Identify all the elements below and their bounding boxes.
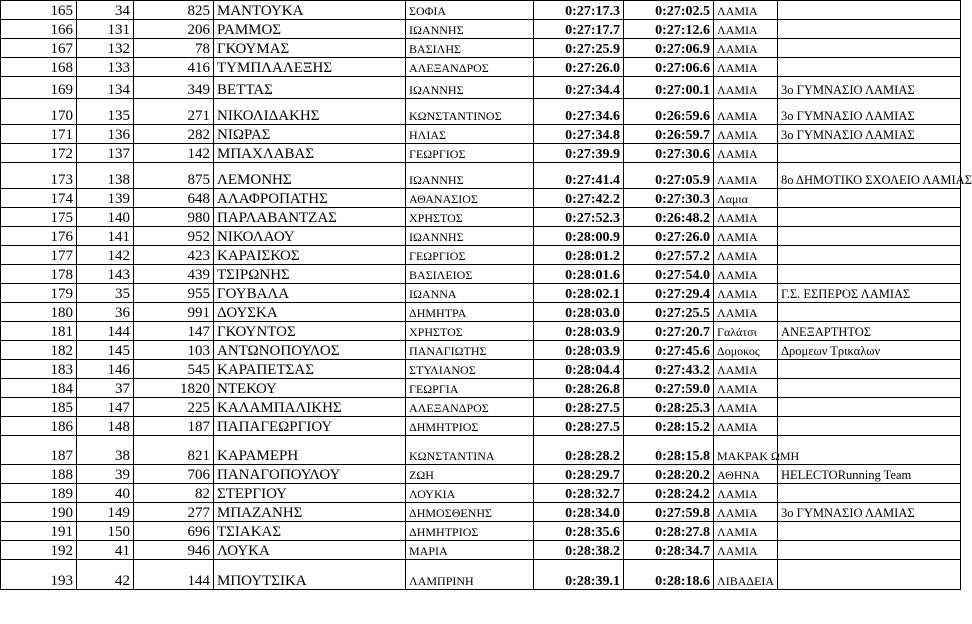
town-cell: ΛΑΜΙΑ xyxy=(714,144,778,163)
town-cell: ΛΑΜΙΑ xyxy=(714,163,778,189)
bib-number-cell: 648 xyxy=(134,189,214,208)
table-row xyxy=(1,265,961,284)
position-cell: 179 xyxy=(1,284,77,303)
table-row xyxy=(1,322,961,341)
surname-cell: ΝΙΩΡΑΣ xyxy=(214,125,406,144)
net-time-cell: 0:27:43.2 xyxy=(624,360,714,379)
gun-time-cell: 0:28:03.9 xyxy=(534,322,624,341)
gun-time-cell: 0:28:26.8 xyxy=(534,379,624,398)
surname-cell: ΡΑΜΜΟΣ xyxy=(214,20,406,39)
category-position-cell: 35 xyxy=(77,284,134,303)
first-name-cell: ΒΑΣΙΛΕΙΟΣ xyxy=(406,265,534,284)
position-cell: 191 xyxy=(1,522,77,541)
town-cell: ΛΑΜΙΑ xyxy=(714,379,778,398)
table-row xyxy=(1,398,961,417)
category-position-cell: 148 xyxy=(77,417,134,436)
club-cell xyxy=(778,436,961,465)
club-cell: HELECTORunning Team xyxy=(778,465,961,484)
bib-number-cell: 271 xyxy=(134,99,214,125)
table-row xyxy=(1,284,961,303)
table-row xyxy=(1,125,961,144)
town-cell: ΛΑΜΙΑ xyxy=(714,20,778,39)
town-cell: Γαλάτσι xyxy=(714,322,778,341)
club-cell: 3ο ΓΥΜΝΑΣΙΟ ΛΑΜΙΑΣ xyxy=(778,77,961,99)
net-time-cell: 0:27:29.4 xyxy=(624,284,714,303)
surname-cell: ΜΠΑΧΛΑΒΑΣ xyxy=(214,144,406,163)
club-cell xyxy=(778,541,961,560)
surname-cell: ΑΝΤΩΝΟΠΟΥΛΟΣ xyxy=(214,341,406,360)
surname-cell: ΓΚΟΥΝΤΟΣ xyxy=(214,322,406,341)
category-position-cell: 143 xyxy=(77,265,134,284)
gun-time-cell: 0:28:00.9 xyxy=(534,227,624,246)
category-position-cell: 145 xyxy=(77,341,134,360)
first-name-cell: ΓΕΩΡΓΙΟΣ xyxy=(406,144,534,163)
position-cell: 171 xyxy=(1,125,77,144)
surname-cell: ΚΑΛΑΜΠΑΛΙΚΗΣ xyxy=(214,398,406,417)
table-row xyxy=(1,465,961,484)
position-cell: 177 xyxy=(1,246,77,265)
surname-cell: ΝΙΚΟΛΑΟΥ xyxy=(214,227,406,246)
bib-number-cell: 821 xyxy=(134,436,214,465)
category-position-cell: 137 xyxy=(77,144,134,163)
table-row xyxy=(1,144,961,163)
gun-time-cell: 0:28:39.1 xyxy=(534,560,624,590)
table-row xyxy=(1,541,961,560)
first-name-cell: ΑΘΑΝΑΣΙΟΣ xyxy=(406,189,534,208)
club-cell xyxy=(778,360,961,379)
net-time-cell: 0:28:25.3 xyxy=(624,398,714,417)
table-row xyxy=(1,99,961,125)
net-time-cell: 0:27:59.8 xyxy=(624,503,714,522)
category-position-cell: 147 xyxy=(77,398,134,417)
table-row xyxy=(1,503,961,522)
net-time-cell: 0:27:25.5 xyxy=(624,303,714,322)
first-name-cell: ΙΩΑΝΝΗΣ xyxy=(406,77,534,99)
position-cell: 190 xyxy=(1,503,77,522)
club-cell xyxy=(778,398,961,417)
surname-cell: ΚΑΡΑΠΕΤΣΑΣ xyxy=(214,360,406,379)
position-cell: 178 xyxy=(1,265,77,284)
first-name-cell: ΣΟΦΙΑ xyxy=(406,1,534,20)
surname-cell: ΤΥΜΠΛΑΛΕΞΗΣ xyxy=(214,58,406,77)
category-position-cell: 136 xyxy=(77,125,134,144)
gun-time-cell: 0:27:39.9 xyxy=(534,144,624,163)
category-position-cell: 37 xyxy=(77,379,134,398)
first-name-cell: ΧΡΗΣΤΟΣ xyxy=(406,322,534,341)
position-cell: 168 xyxy=(1,58,77,77)
table-row xyxy=(1,417,961,436)
net-time-cell: 0:27:06.9 xyxy=(624,39,714,58)
category-position-cell: 40 xyxy=(77,484,134,503)
surname-cell: ΑΛΑΦΡΟΠΑΤΗΣ xyxy=(214,189,406,208)
first-name-cell: ΛΑΜΠΡΙΝΗ xyxy=(406,560,534,590)
bib-number-cell: 78 xyxy=(134,39,214,58)
first-name-cell: ΔΗΜΟΣΘΕΝΗΣ xyxy=(406,503,534,522)
club-cell xyxy=(778,208,961,227)
club-cell xyxy=(778,484,961,503)
position-cell: 182 xyxy=(1,341,77,360)
net-time-cell: 0:27:02.5 xyxy=(624,1,714,20)
table-row xyxy=(1,246,961,265)
town-cell: ΛΑΜΙΑ xyxy=(714,522,778,541)
town-cell: ΛΑΜΙΑ xyxy=(714,77,778,99)
club-cell xyxy=(778,265,961,284)
bib-number-cell: 349 xyxy=(134,77,214,99)
bib-number-cell: 282 xyxy=(134,125,214,144)
surname-cell: ΓΟΥΒΑΛΑ xyxy=(214,284,406,303)
club-cell xyxy=(778,1,961,20)
gun-time-cell: 0:28:03.9 xyxy=(534,341,624,360)
net-time-cell: 0:28:27.8 xyxy=(624,522,714,541)
first-name-cell: ΠΑΝΑΓΙΩΤΗΣ xyxy=(406,341,534,360)
table-row xyxy=(1,189,961,208)
category-position-cell: 142 xyxy=(77,246,134,265)
town-cell: ΛΑΜΙΑ xyxy=(714,58,778,77)
position-cell: 165 xyxy=(1,1,77,20)
surname-cell: ΤΣΙΑΚΑΣ xyxy=(214,522,406,541)
net-time-cell: 0:27:59.0 xyxy=(624,379,714,398)
category-position-cell: 144 xyxy=(77,322,134,341)
first-name-cell: ΓΕΩΡΓΙΑ xyxy=(406,379,534,398)
bib-number-cell: 416 xyxy=(134,58,214,77)
position-cell: 169 xyxy=(1,77,77,99)
surname-cell: ΣΤΕΡΓΙΟΥ xyxy=(214,484,406,503)
club-cell: Γ.Σ. ΕΣΠΕΡΟΣ ΛΑΜΙΑΣ xyxy=(778,284,961,303)
town-cell: ΛΑΜΙΑ xyxy=(714,99,778,125)
net-time-cell: 0:28:15.8 xyxy=(624,436,714,465)
first-name-cell: ΧΡΗΣΤΟΣ xyxy=(406,208,534,227)
bib-number-cell: 187 xyxy=(134,417,214,436)
category-position-cell: 138 xyxy=(77,163,134,189)
club-cell: 8ο ΔΗΜΟΤΙΚΟ ΣΧΟΛΕΙΟ ΛΑΜΙΑΣ xyxy=(778,163,961,189)
gun-time-cell: 0:27:17.3 xyxy=(534,1,624,20)
gun-time-cell: 0:28:28.2 xyxy=(534,436,624,465)
table-row xyxy=(1,303,961,322)
club-cell xyxy=(778,227,961,246)
town-cell: Δομοκος xyxy=(714,341,778,360)
gun-time-cell: 0:28:29.7 xyxy=(534,465,624,484)
net-time-cell: 0:28:34.7 xyxy=(624,541,714,560)
town-cell: ΛΙΒΑΔΕΙΑ xyxy=(714,560,778,590)
surname-cell: ΝΤΕΚΟΥ xyxy=(214,379,406,398)
gun-time-cell: 0:28:27.5 xyxy=(534,417,624,436)
surname-cell: ΜΠΟΥΤΣΙΚΑ xyxy=(214,560,406,590)
net-time-cell: 0:26:59.6 xyxy=(624,99,714,125)
surname-cell: ΚΑΡΑΜΕΡΗ xyxy=(214,436,406,465)
bib-number-cell: 82 xyxy=(134,484,214,503)
club-cell: ΑΝΕΞΑΡΤΗΤΟΣ xyxy=(778,322,961,341)
bib-number-cell: 991 xyxy=(134,303,214,322)
town-cell: ΛΑΜΙΑ xyxy=(714,246,778,265)
net-time-cell: 0:27:12.6 xyxy=(624,20,714,39)
club-cell: 3ο ΓΥΜΝΑΣΙΟ ΛΑΜΙΑΣ xyxy=(778,503,961,522)
club-cell xyxy=(778,58,961,77)
town-cell: ΛΑΜΙΑ xyxy=(714,541,778,560)
surname-cell: ΜΑΝΤΟΥΚΑ xyxy=(214,1,406,20)
net-time-cell: 0:28:20.2 xyxy=(624,465,714,484)
first-name-cell: ΜΑΡΙΑ xyxy=(406,541,534,560)
table-row xyxy=(1,360,961,379)
position-cell: 167 xyxy=(1,39,77,58)
bib-number-cell: 439 xyxy=(134,265,214,284)
town-cell: ΛΑΜΙΑ xyxy=(714,417,778,436)
position-cell: 175 xyxy=(1,208,77,227)
position-cell: 187 xyxy=(1,436,77,465)
surname-cell: ΓΚΟΥΜΑΣ xyxy=(214,39,406,58)
bib-number-cell: 225 xyxy=(134,398,214,417)
first-name-cell: ΚΩΝΣΤΑΝΤΙΝΑ xyxy=(406,436,534,465)
bib-number-cell: 142 xyxy=(134,144,214,163)
bib-number-cell: 206 xyxy=(134,20,214,39)
bib-number-cell: 1820 xyxy=(134,379,214,398)
town-cell: ΛΑΜΙΑ xyxy=(714,208,778,227)
town-cell: ΑΘΗΝΑ xyxy=(714,465,778,484)
position-cell: 173 xyxy=(1,163,77,189)
bib-number-cell: 875 xyxy=(134,163,214,189)
category-position-cell: 141 xyxy=(77,227,134,246)
table-row xyxy=(1,341,961,360)
net-time-cell: 0:27:05.9 xyxy=(624,163,714,189)
category-position-cell: 133 xyxy=(77,58,134,77)
category-position-cell: 34 xyxy=(77,1,134,20)
gun-time-cell: 0:27:25.9 xyxy=(534,39,624,58)
surname-cell: ΠΑΝΑΓΟΠΟΥΛΟΥ xyxy=(214,465,406,484)
first-name-cell: ΣΤΥΛΙΑΝΟΣ xyxy=(406,360,534,379)
net-time-cell: 0:27:06.6 xyxy=(624,58,714,77)
first-name-cell: ΙΩΑΝΝΗΣ xyxy=(406,163,534,189)
town-cell: ΜΑΚΡΑΚ ΩΜΗ xyxy=(714,436,778,465)
first-name-cell: ΛΟΥΚΙΑ xyxy=(406,484,534,503)
bib-number-cell: 144 xyxy=(134,560,214,590)
first-name-cell: ΙΩΑΝΝΗΣ xyxy=(406,227,534,246)
club-cell xyxy=(778,379,961,398)
town-cell: ΛΑΜΙΑ xyxy=(714,303,778,322)
first-name-cell: ΒΑΣΙΛΗΣ xyxy=(406,39,534,58)
club-cell xyxy=(778,189,961,208)
gun-time-cell: 0:27:34.8 xyxy=(534,125,624,144)
table-row xyxy=(1,39,961,58)
table-row xyxy=(1,58,961,77)
position-cell: 183 xyxy=(1,360,77,379)
first-name-cell: ΔΗΜΗΤΡΑ xyxy=(406,303,534,322)
club-cell xyxy=(778,303,961,322)
bib-number-cell: 545 xyxy=(134,360,214,379)
club-cell xyxy=(778,20,961,39)
position-cell: 186 xyxy=(1,417,77,436)
gun-time-cell: 0:27:42.2 xyxy=(534,189,624,208)
gun-time-cell: 0:28:02.1 xyxy=(534,284,624,303)
category-position-cell: 149 xyxy=(77,503,134,522)
position-cell: 193 xyxy=(1,560,77,590)
first-name-cell: ΑΛΕΞΑΝΔΡΟΣ xyxy=(406,398,534,417)
surname-cell: ΔΟΥΣΚΑ xyxy=(214,303,406,322)
town-cell: ΛΑΜΙΑ xyxy=(714,284,778,303)
net-time-cell: 0:28:24.2 xyxy=(624,484,714,503)
bib-number-cell: 696 xyxy=(134,522,214,541)
club-cell xyxy=(778,39,961,58)
town-cell: ΛΑΜΙΑ xyxy=(714,265,778,284)
town-cell: ΛΑΜΙΑ xyxy=(714,360,778,379)
results-body xyxy=(1,1,972,590)
gun-time-cell: 0:28:04.4 xyxy=(534,360,624,379)
bib-number-cell: 955 xyxy=(134,284,214,303)
bib-number-cell: 277 xyxy=(134,503,214,522)
net-time-cell: 0:27:26.0 xyxy=(624,227,714,246)
table-row xyxy=(1,208,961,227)
first-name-cell: ΔΗΜΗΤΡΙΟΣ xyxy=(406,522,534,541)
net-time-cell: 0:28:15.2 xyxy=(624,417,714,436)
bib-number-cell: 103 xyxy=(134,341,214,360)
surname-cell: ΠΑΠΑΓΕΩΡΓΙΟΥ xyxy=(214,417,406,436)
category-position-cell: 131 xyxy=(77,20,134,39)
gun-time-cell: 0:27:41.4 xyxy=(534,163,624,189)
first-name-cell: ΚΩΝΣΤΑΝΤΙΝΟΣ xyxy=(406,99,534,125)
surname-cell: ΜΠΑΖΑΝΗΣ xyxy=(214,503,406,522)
table-row xyxy=(1,522,961,541)
position-cell: 172 xyxy=(1,144,77,163)
gun-time-cell: 0:28:35.6 xyxy=(534,522,624,541)
net-time-cell: 0:28:18.6 xyxy=(624,560,714,590)
category-position-cell: 140 xyxy=(77,208,134,227)
table-row xyxy=(1,20,961,39)
position-cell: 189 xyxy=(1,484,77,503)
first-name-cell: ΙΩΑΝΝΗΣ xyxy=(406,20,534,39)
category-position-cell: 146 xyxy=(77,360,134,379)
first-name-cell: ΙΩΑΝΝΑ xyxy=(406,284,534,303)
town-cell: ΛΑΜΙΑ xyxy=(714,484,778,503)
gun-time-cell: 0:28:32.7 xyxy=(534,484,624,503)
category-position-cell: 36 xyxy=(77,303,134,322)
surname-cell: ΛΟΥΚΑ xyxy=(214,541,406,560)
bib-number-cell: 423 xyxy=(134,246,214,265)
gun-time-cell: 0:28:38.2 xyxy=(534,541,624,560)
surname-cell: ΝΙΚΟΛΙΔΑΚΗΣ xyxy=(214,99,406,125)
gun-time-cell: 0:28:03.0 xyxy=(534,303,624,322)
position-cell: 166 xyxy=(1,20,77,39)
position-cell: 176 xyxy=(1,227,77,246)
table-row xyxy=(1,1,961,20)
bib-number-cell: 825 xyxy=(134,1,214,20)
category-position-cell: 139 xyxy=(77,189,134,208)
surname-cell: ΛΕΜΟΝΗΣ xyxy=(214,163,406,189)
position-cell: 184 xyxy=(1,379,77,398)
net-time-cell: 0:27:30.6 xyxy=(624,144,714,163)
bib-number-cell: 946 xyxy=(134,541,214,560)
net-time-cell: 0:27:00.1 xyxy=(624,77,714,99)
bib-number-cell: 952 xyxy=(134,227,214,246)
gun-time-cell: 0:27:34.6 xyxy=(534,99,624,125)
net-time-cell: 0:26:48.2 xyxy=(624,208,714,227)
club-cell: Δρομεων Τρικαλων xyxy=(778,341,961,360)
bib-number-cell: 980 xyxy=(134,208,214,227)
gun-time-cell: 0:27:17.7 xyxy=(534,20,624,39)
category-position-cell: 134 xyxy=(77,77,134,99)
town-cell: ΛΑΜΙΑ xyxy=(714,39,778,58)
position-cell: 170 xyxy=(1,99,77,125)
net-time-cell: 0:27:45.6 xyxy=(624,341,714,360)
table-row xyxy=(1,379,961,398)
bib-number-cell: 147 xyxy=(134,322,214,341)
town-cell: Λαμια xyxy=(714,189,778,208)
category-position-cell: 41 xyxy=(77,541,134,560)
club-cell xyxy=(778,560,961,590)
table-row xyxy=(1,227,961,246)
position-cell: 180 xyxy=(1,303,77,322)
gun-time-cell: 0:28:01.6 xyxy=(534,265,624,284)
club-cell: 3ο ΓΥΜΝΑΣΙΟ ΛΑΜΙΑΣ xyxy=(778,125,961,144)
town-cell: ΛΑΜΙΑ xyxy=(714,1,778,20)
position-cell: 174 xyxy=(1,189,77,208)
surname-cell: ΤΣΙΡΩΝΗΣ xyxy=(214,265,406,284)
first-name-cell: ΖΩΗ xyxy=(406,465,534,484)
table-row xyxy=(1,436,961,465)
bib-number-cell: 706 xyxy=(134,465,214,484)
category-position-cell: 135 xyxy=(77,99,134,125)
net-time-cell: 0:27:57.2 xyxy=(624,246,714,265)
position-cell: 192 xyxy=(1,541,77,560)
first-name-cell: ΓΕΩΡΓΙΟΣ xyxy=(406,246,534,265)
first-name-cell: ΔΗΜΗΤΡΙΟΣ xyxy=(406,417,534,436)
position-cell: 181 xyxy=(1,322,77,341)
surname-cell: ΒΕΤΤΑΣ xyxy=(214,77,406,99)
table-row xyxy=(1,77,961,99)
net-time-cell: 0:27:20.7 xyxy=(624,322,714,341)
gun-time-cell: 0:27:26.0 xyxy=(534,58,624,77)
table-row xyxy=(1,163,961,189)
net-time-cell: 0:26:59.7 xyxy=(624,125,714,144)
gun-time-cell: 0:28:34.0 xyxy=(534,503,624,522)
category-position-cell: 39 xyxy=(77,465,134,484)
category-position-cell: 42 xyxy=(77,560,134,590)
category-position-cell: 38 xyxy=(77,436,134,465)
town-cell: ΛΑΜΙΑ xyxy=(714,227,778,246)
gun-time-cell: 0:27:34.4 xyxy=(534,77,624,99)
town-cell: ΛΑΜΙΑ xyxy=(714,125,778,144)
position-cell: 185 xyxy=(1,398,77,417)
club-cell xyxy=(778,522,961,541)
first-name-cell: ΗΛΙΑΣ xyxy=(406,125,534,144)
surname-cell: ΠΑΡΛΑΒΑΝΤΖΑΣ xyxy=(214,208,406,227)
category-position-cell: 132 xyxy=(77,39,134,58)
club-cell xyxy=(778,144,961,163)
club-cell: 3ο ΓΥΜΝΑΣΙΟ ΛΑΜΙΑΣ xyxy=(778,99,961,125)
table-row xyxy=(1,560,961,590)
surname-cell: ΚΑΡΑΙΣΚΟΣ xyxy=(214,246,406,265)
town-cell: ΛΑΜΙΑ xyxy=(714,398,778,417)
club-cell xyxy=(778,246,961,265)
gun-time-cell: 0:28:01.2 xyxy=(534,246,624,265)
net-time-cell: 0:27:54.0 xyxy=(624,265,714,284)
position-cell: 188 xyxy=(1,465,77,484)
town-cell: ΛΑΜΙΑ xyxy=(714,503,778,522)
first-name-cell: ΑΛΕΞΑΝΔΡΟΣ xyxy=(406,58,534,77)
gun-time-cell: 0:28:27.5 xyxy=(534,398,624,417)
club-cell xyxy=(778,417,961,436)
category-position-cell: 150 xyxy=(77,522,134,541)
gun-time-cell: 0:27:52.3 xyxy=(534,208,624,227)
net-time-cell: 0:27:30.3 xyxy=(624,189,714,208)
table-row xyxy=(1,484,961,503)
